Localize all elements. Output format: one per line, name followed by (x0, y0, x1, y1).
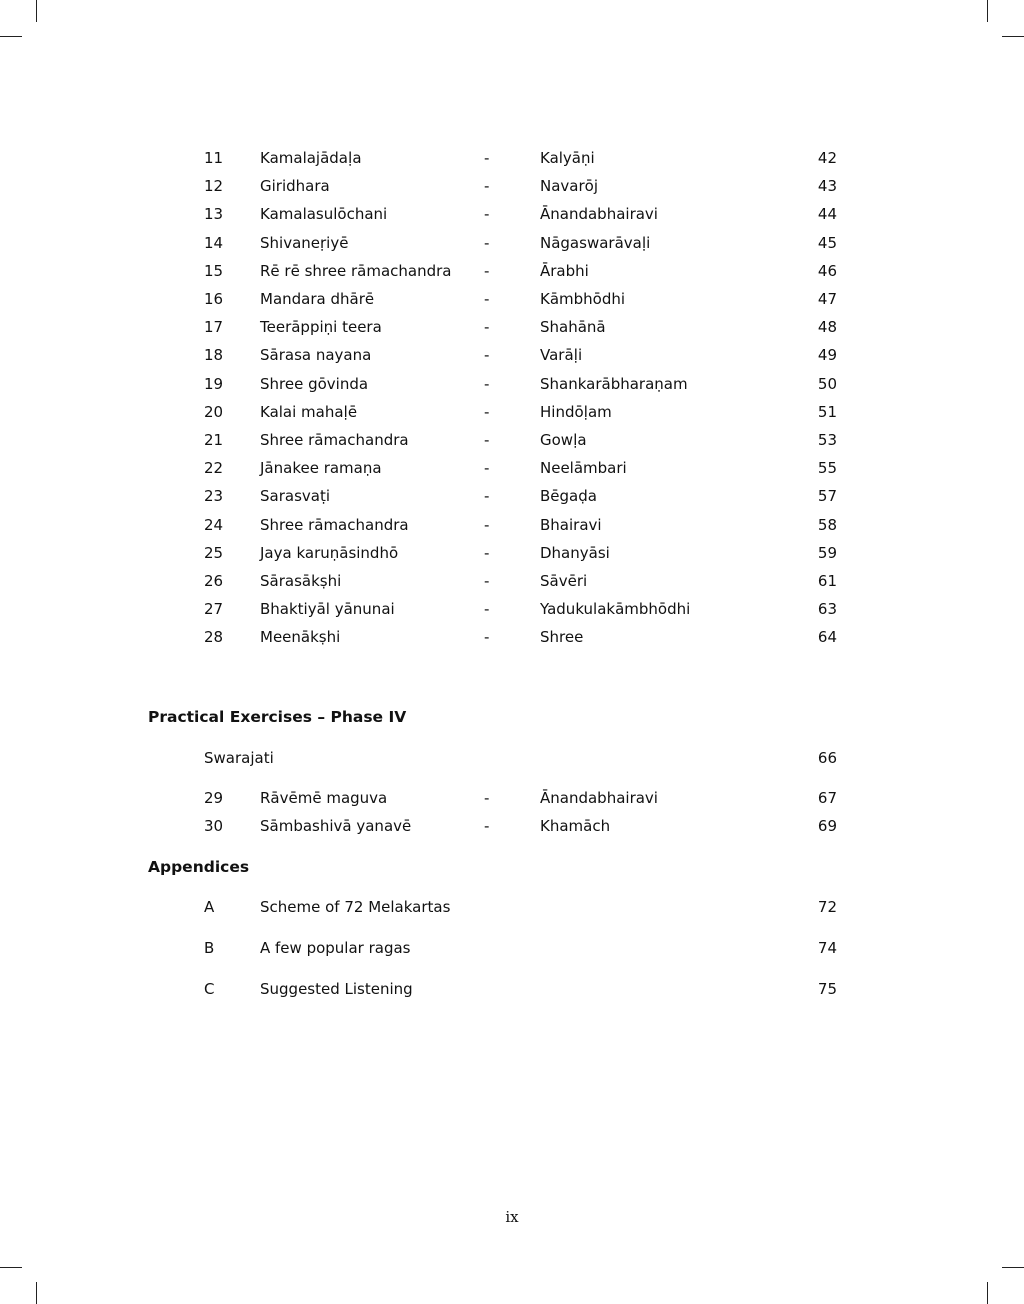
entry-number: 13 (204, 205, 224, 224)
entry-raga: Ārabhi (540, 261, 589, 280)
entry-raga: Nāgaswarāvaḷi (540, 233, 651, 252)
entry-page: 63 (817, 600, 837, 619)
entry-page: 49 (817, 346, 837, 365)
entry-dash: - (484, 628, 490, 647)
entry-number: 19 (204, 374, 224, 393)
entry-title: Giridhara (260, 177, 330, 196)
entry-raga: Yadukulakāmbhōdhi (540, 600, 691, 619)
crop-mark (1002, 1267, 1024, 1268)
appendix-page: 74 (817, 939, 837, 957)
entry-page: 46 (817, 261, 837, 280)
entry-raga: Navarōj (540, 177, 598, 196)
entry-title: Rāvēmē maguva (260, 789, 388, 807)
toc-row (0, 816, 1024, 836)
entry-title: Shree rāmachandra (260, 431, 409, 449)
entry-raga: Bhairavi (540, 515, 602, 534)
entry-dash: - (484, 177, 490, 196)
toc-row (0, 374, 1024, 394)
entry-title: Shree rāmachandra (260, 515, 409, 534)
crop-mark (987, 1282, 988, 1304)
appendix-page: 72 (817, 898, 837, 916)
entry-dash: - (484, 600, 490, 619)
entry-dash: - (484, 487, 490, 506)
entry-page: 67 (817, 789, 837, 807)
entry-dash: - (484, 233, 490, 252)
entry-title: Shivaneṛiyē (260, 233, 349, 252)
appendix-row (0, 897, 1024, 917)
entry-title: Teerāppiṇi teera (260, 318, 382, 337)
entry-raga: Khamāch (540, 817, 611, 835)
entry-title: Meenākṣhi (260, 628, 341, 647)
entry-title: Kalai mahaḷē (260, 402, 358, 421)
toc-row (0, 430, 1024, 450)
phase-iv-heading: Practical Exercises – Phase IV (148, 708, 407, 726)
toc-row (0, 627, 1024, 647)
entry-raga: Kalyāṇi (540, 149, 595, 167)
entry-number: 27 (204, 600, 224, 619)
entry-dash: - (484, 789, 490, 807)
appendix-title: A few popular ragas (260, 939, 411, 957)
appendix-row (0, 979, 1024, 999)
entry-number: 11 (204, 149, 224, 167)
entry-title: Mandara dhārē (260, 290, 375, 308)
entry-dash: - (484, 515, 490, 534)
entry-dash: - (484, 149, 490, 167)
entry-raga: Sāvēri (540, 572, 588, 590)
entry-title: Sarasvaṭi (260, 487, 331, 506)
entry-number: 21 (204, 431, 224, 449)
toc-row (0, 458, 1024, 478)
entry-raga: Neelāmbari (540, 459, 627, 478)
entry-number: 23 (204, 487, 224, 506)
entry-title: Jānakee ramaṇa (260, 459, 382, 478)
entry-number: 29 (204, 789, 224, 807)
entry-number: 28 (204, 628, 224, 647)
entry-title: Jaya karuṇāsindhō (260, 543, 399, 562)
crop-mark (36, 1282, 37, 1304)
entry-number: 22 (204, 459, 224, 478)
entry-raga: Bēgaḍa (540, 487, 597, 506)
crop-mark (36, 0, 37, 22)
toc-row (0, 543, 1024, 563)
entry-raga: Dhanyāsi (540, 543, 610, 562)
entry-page: 44 (817, 205, 837, 224)
entry-page: 55 (817, 459, 837, 478)
entry-raga: Ānandabhairavi (540, 789, 658, 807)
entry-page: 48 (817, 318, 837, 337)
entry-page: 42 (817, 149, 837, 167)
entry-page: 61 (817, 572, 837, 590)
entry-number: 24 (204, 515, 224, 534)
entry-title: Kamalajādaḷa (260, 149, 362, 167)
toc-row (0, 345, 1024, 365)
toc-row (0, 486, 1024, 506)
toc-row (0, 402, 1024, 422)
entry-number: 18 (204, 346, 224, 365)
entry-page: 58 (817, 515, 837, 534)
toc-row (0, 261, 1024, 281)
entry-dash: - (484, 402, 490, 421)
entry-title: Rē rē shree rāmachandra (260, 261, 452, 280)
appendix-title: Scheme of 72 Melakartas (260, 898, 451, 916)
entry-page: 59 (817, 543, 837, 562)
entry-page: 53 (817, 431, 837, 449)
entry-page: 45 (817, 233, 837, 252)
entry-title: Sārasa nayana (260, 346, 372, 365)
toc-row (0, 176, 1024, 196)
entry-number: 15 (204, 261, 224, 280)
entry-title: Sāmbashivā yanavē (260, 817, 412, 835)
entry-dash: - (484, 318, 490, 337)
toc-row (0, 317, 1024, 337)
entry-number: 16 (204, 290, 224, 308)
entry-page: 69 (817, 817, 837, 835)
entry-title: Shree gōvinda (260, 374, 369, 393)
entry-raga: Varāḷi (540, 346, 583, 365)
entry-dash: - (484, 572, 490, 590)
entry-raga: Ānandabhairavi (540, 205, 658, 224)
toc-row (0, 204, 1024, 224)
entry-dash: - (484, 817, 490, 835)
entry-page: 57 (817, 487, 837, 506)
entry-raga: Kāmbhōdhi (540, 290, 626, 308)
page-number: ix (505, 1208, 519, 1226)
toc-row (0, 148, 1024, 168)
entry-number: 14 (204, 233, 224, 252)
appendix-label: C (204, 980, 215, 998)
crop-mark (0, 36, 22, 37)
entry-dash: - (484, 431, 490, 449)
entry-raga: Shree (540, 628, 584, 647)
entry-page: 66 (817, 749, 837, 767)
swarajati-row (0, 748, 1024, 768)
crop-mark (1002, 36, 1024, 37)
entry-page: 64 (817, 628, 837, 647)
appendix-page: 75 (817, 980, 837, 998)
entry-dash: - (484, 459, 490, 478)
toc-row (0, 289, 1024, 309)
entry-raga: Shankarābharaṇam (540, 374, 688, 393)
entry-dash: - (484, 346, 490, 365)
entry-page: 50 (817, 374, 837, 393)
crop-mark (0, 1267, 22, 1268)
entry-dash: - (484, 261, 490, 280)
entry-raga: Shahānā (540, 318, 606, 337)
entry-title: Sārasākṣhi (260, 572, 342, 590)
entry-number: 20 (204, 402, 224, 421)
appendix-title: Suggested Listening (260, 980, 413, 998)
appendix-row (0, 938, 1024, 958)
entry-title: Bhaktiyāl yānunai (260, 600, 395, 619)
entry-number: 12 (204, 177, 224, 196)
crop-mark (987, 0, 988, 22)
toc-row (0, 571, 1024, 591)
entry-number: 30 (204, 817, 224, 835)
entry-page: 47 (817, 290, 837, 308)
appendices-heading: Appendices (148, 858, 250, 876)
appendix-label: B (204, 939, 215, 957)
entry-raga: Gowḷa (540, 431, 587, 449)
entry-number: 25 (204, 543, 224, 562)
entry-page: 43 (817, 177, 837, 196)
toc-row (0, 599, 1024, 619)
toc-row (0, 515, 1024, 535)
entry-dash: - (484, 290, 490, 308)
entry-dash: - (484, 374, 490, 393)
entry-title: Kamalasulōchani (260, 205, 388, 224)
entry-number: 26 (204, 572, 224, 590)
entry-dash: - (484, 205, 490, 224)
entry-number: 17 (204, 318, 224, 337)
entry-title: Swarajati (204, 749, 274, 767)
entry-page: 51 (817, 402, 837, 421)
toc-row (0, 788, 1024, 808)
toc-row (0, 233, 1024, 253)
appendix-label: A (204, 898, 215, 916)
entry-dash: - (484, 543, 490, 562)
entry-raga: Hindōḷam (540, 402, 612, 421)
